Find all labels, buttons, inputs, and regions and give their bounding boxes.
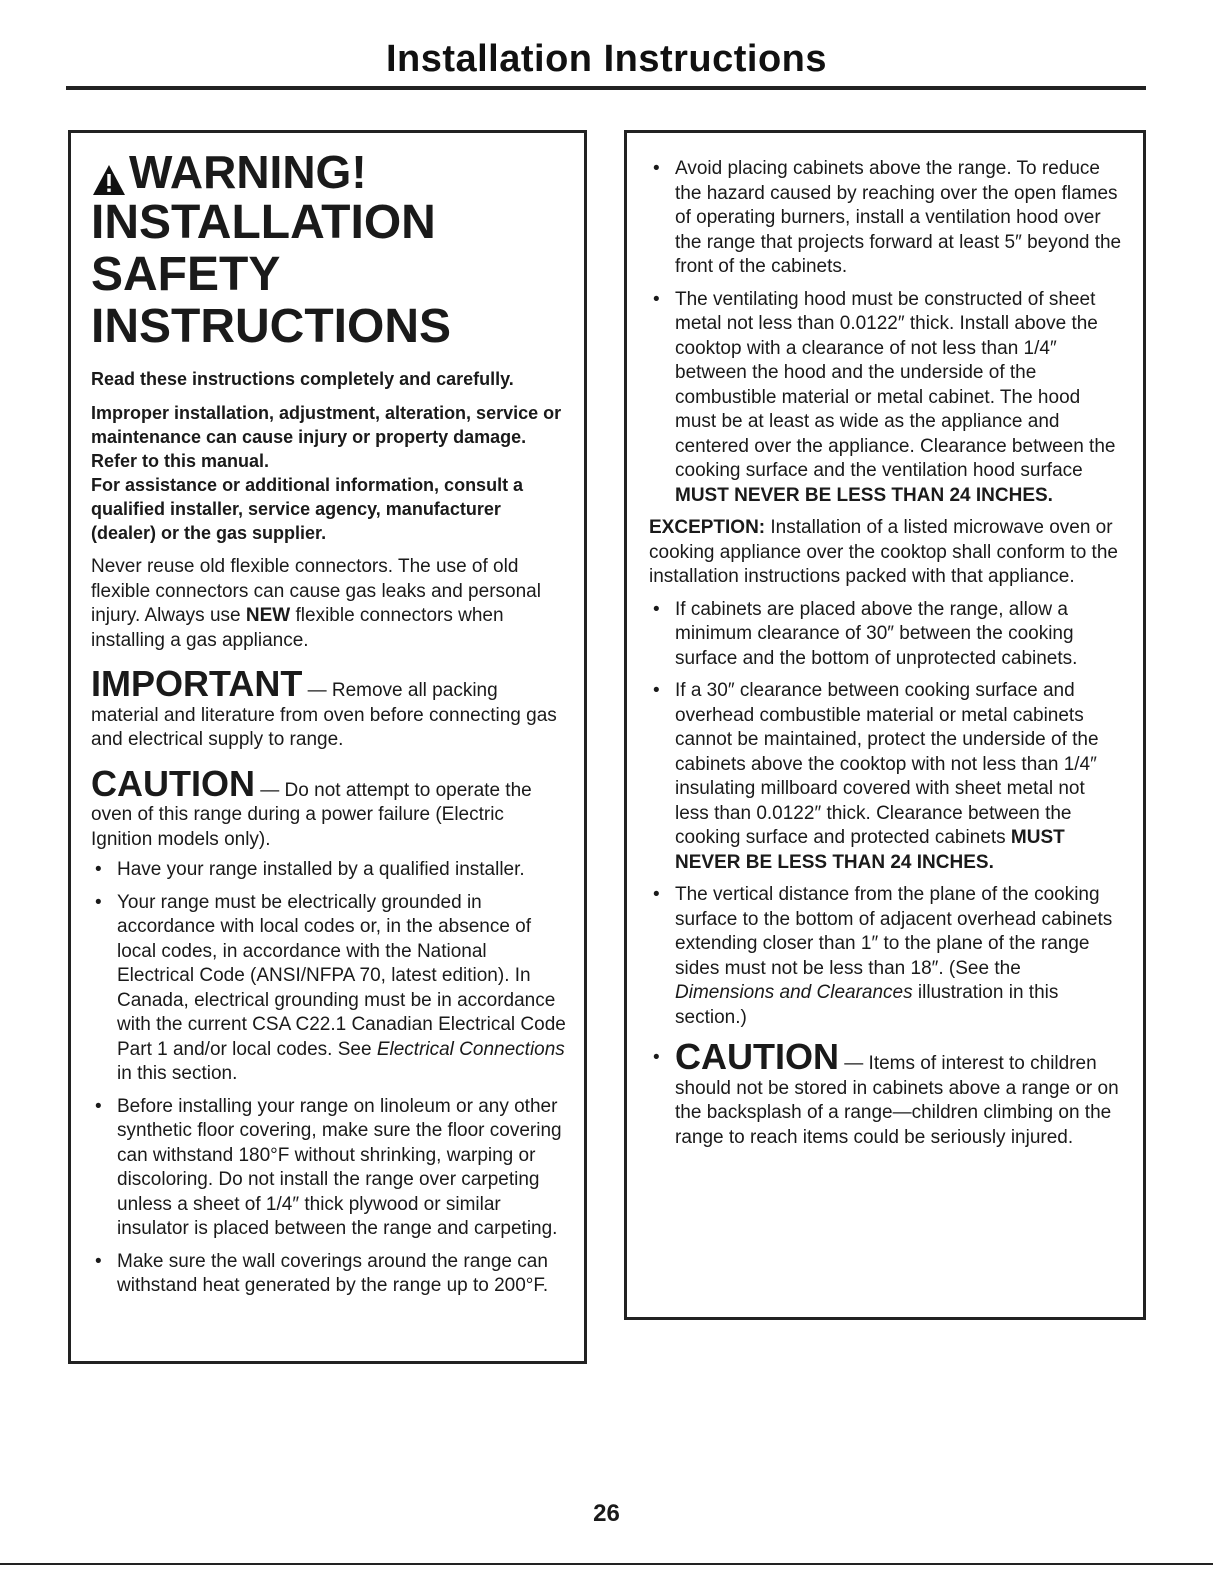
caution-notice: CAUTION — Do not attempt to operate the oven of this range during a power failure (Electric Ignition models only). bbox=[91, 762, 532, 850]
caution-label: CAUTION bbox=[91, 762, 255, 804]
right-bullet-list bbox=[649, 157, 1123, 508]
caution-label: CAUTION bbox=[675, 1036, 839, 1077]
warning-box bbox=[68, 130, 587, 1364]
requirements-box bbox=[624, 130, 1146, 1320]
list-item: • Before installing your range on linoleum or any other synthetic floor covering, make sure the floor covering can withstand 180°F without shrinking, warping or discoloring. Do not install the range over carpeting unless a sheet of 1/4″ thick plywood or similar insulator is placed between the range and carpeting. bbox=[95, 1095, 562, 1239]
list-item: • The ventilating hood must be constructed of sheet metal not less than 0.0122″ thick. Install above the cooktop with a clearance of not less than 1/4″ between the hood and the underside of the combustible material or metal cabinet. The hood must be at least as wide as the appliance and centered over the appliance. Clearance between the cooking surface and the ventilation hood surface MUST NEVER BE LESS THAN 24 INCHES. bbox=[653, 288, 1116, 506]
list-item: • Your range must be electrically grounded in accordance with local codes or, in the absence of local codes, in accordance with the National Electrical Code (ANSI/NFPA 70, latest edition). In Canada, electrical grounding must be in accordance with the current CSA C22.1 Canadian Electrical Code Part 1 and/or local codes. See Electrical Connections in this section. bbox=[95, 891, 566, 1084]
page-title: Installation Instructions bbox=[385, 38, 828, 80]
list-item: • If cabinets are placed above the range, allow a minimum clearance of 30″ between the cooking surface and the bottom of unprotected cabinets. bbox=[653, 598, 1078, 669]
bullet-icon: • bbox=[95, 1095, 102, 1117]
list-item: • Have your range installed by a qualified installer. bbox=[91, 858, 566, 883]
bullet-icon: • bbox=[95, 859, 102, 880]
list-item: • Make sure the wall coverings around the range can withstand heat generated by the range up to 200°F. bbox=[95, 1250, 549, 1296]
bullet-icon: • bbox=[95, 1250, 102, 1272]
right-bullet-list-2 bbox=[649, 598, 1123, 1151]
bullet-icon: • bbox=[653, 288, 660, 310]
warning-triangle-icon bbox=[91, 163, 127, 197]
connectors-paragraph: Never reuse old flexible connectors. The use of old flexible connectors can cause gas leaks and personal injury. Always use NEW flexible connectors when installing a gas appliance. bbox=[91, 556, 541, 651]
warning-heading bbox=[91, 147, 566, 197]
warning-title: WARNING! bbox=[129, 146, 367, 198]
assistance-text: For assistance or additional information, consult a qualified installer, service agency, manufacturer (dealer) or the gas supplier. bbox=[91, 475, 524, 543]
bullet-icon: • bbox=[653, 884, 660, 905]
bullet-icon: • bbox=[653, 598, 660, 620]
list-item: • CAUTION — Items of interest to children should not be stored in cabinets above a range or on the backsplash of a range—children climbing on the range to reach items could be seriously injured. bbox=[653, 1036, 1119, 1148]
bullet-icon: • bbox=[95, 891, 102, 913]
page-number: 26 bbox=[593, 1500, 620, 1527]
bullet-icon: • bbox=[653, 1047, 660, 1068]
safety-subtitle-line1: INSTALLATION SAFETY bbox=[91, 196, 436, 301]
list-item: • Avoid placing cabinets above the range. To reduce the hazard caused by reaching over the open flames of operating burners, install a ventilation hood over the range that projects forward at least 5″ beyond the front of the cabinets. bbox=[653, 158, 1122, 277]
title-rule bbox=[66, 86, 1146, 90]
read-instructions-text: Read these instructions completely and carefully. bbox=[91, 369, 514, 389]
list-item: • The vertical distance from the plane of the cooking surface to the bottom of adjacent overhead cabinets extending closer than 1″ to the plane of the range sides must not be less than 18″. (See the Dimensions and Clearances illustration in this section.) bbox=[653, 884, 1113, 1028]
improper-installation-text: Improper installation, adjustment, alteration, service or maintenance can cause injury or property damage. Refer to this manual. bbox=[91, 403, 562, 471]
important-notice: IMPORTANT — Remove all packing material and literature from oven before connecting gas and electrical supply to range. bbox=[91, 663, 557, 750]
left-bullet-list bbox=[91, 858, 566, 1299]
bullet-icon: • bbox=[653, 680, 660, 701]
bullet-icon: • bbox=[653, 158, 660, 179]
safety-subtitle-line2: INSTRUCTIONS bbox=[91, 300, 451, 353]
list-item: • If a 30″ clearance between cooking surface and overhead combustible material or metal cabinets cannot be maintained, protect the underside of the cabinets above the cooktop with not less than 1/4″ insulating millboard covered with sheet metal not less than 0.0122″ thick. Clearance between the cooking surface and protected cabinets MUST NEVER BE LESS THAN 24 INCHES. bbox=[653, 680, 1099, 873]
exception-paragraph: EXCEPTION: Installation of a listed microwave oven or cooking appliance over the cooktop shall conform to the installation instructions packed with that appliance. bbox=[649, 517, 1118, 587]
important-label: IMPORTANT bbox=[91, 663, 303, 704]
bottom-rule bbox=[0, 1563, 1213, 1565]
